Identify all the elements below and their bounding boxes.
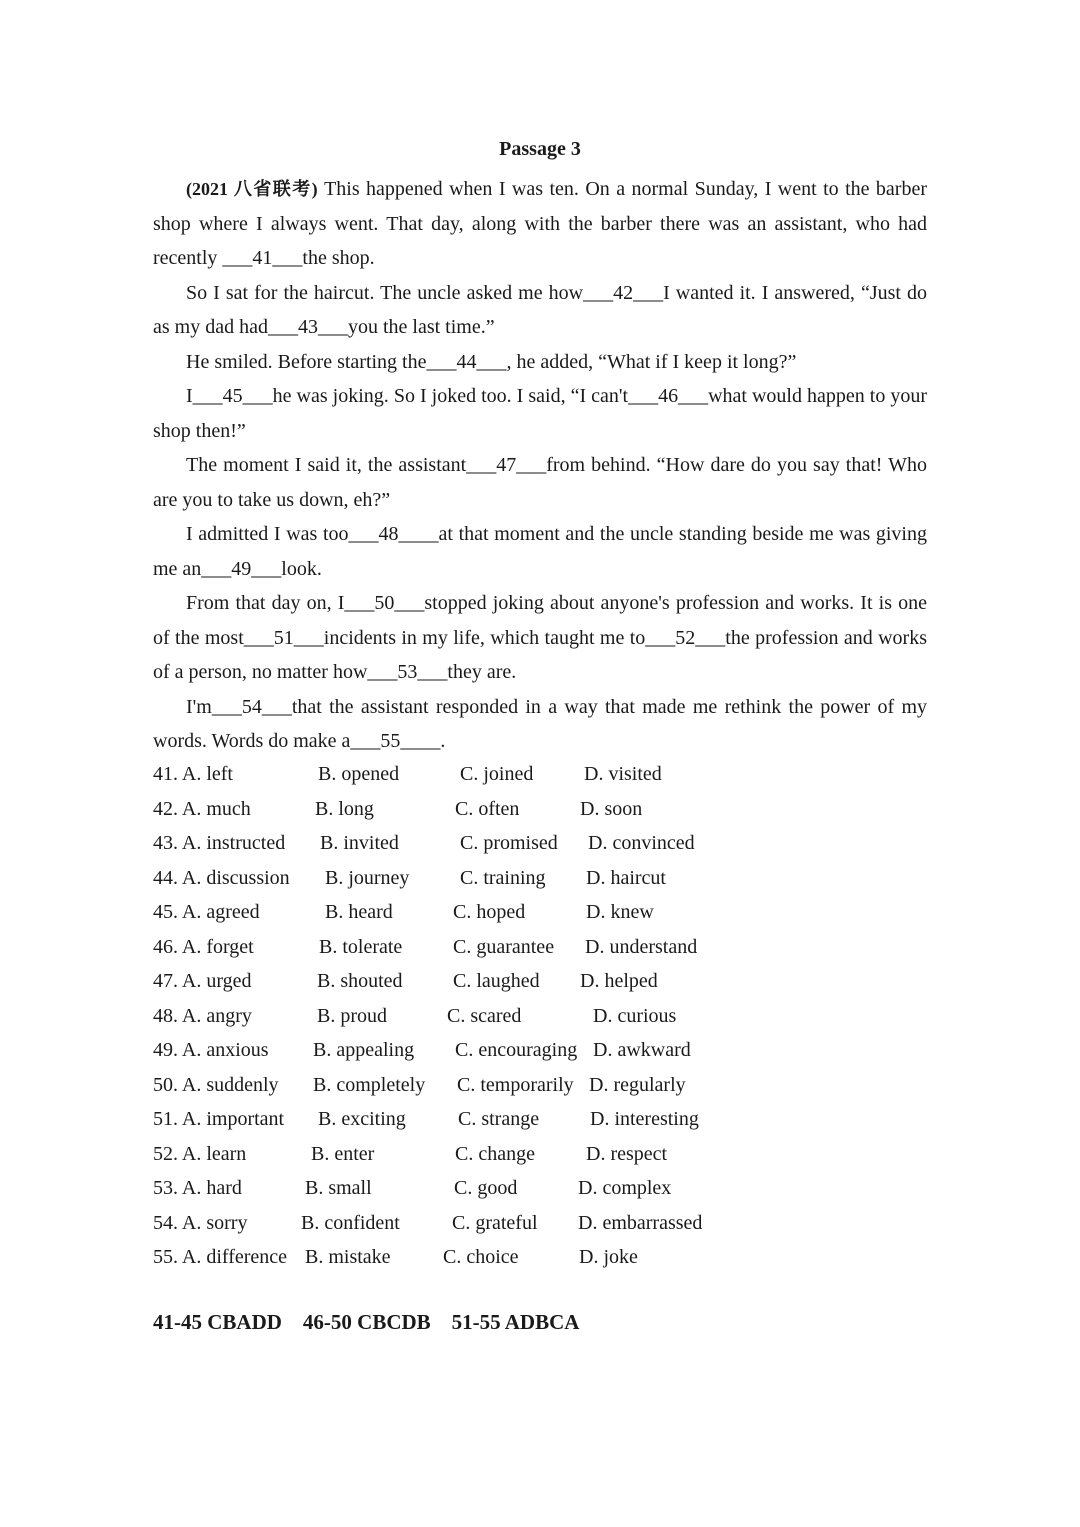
option-b: B. enter [311,1142,375,1165]
option-d: D. convinced [588,832,695,854]
option-d: D. understand [585,935,698,958]
paragraph: I'm___54___that the assistant responded in a way that made me rethink the power of my words. Words do make a___55____. [153,695,927,752]
option-a: 41. A. left [153,763,233,785]
option-row [153,895,927,930]
option-row [153,757,927,792]
option-a: 45. A. agreed [153,901,260,923]
option-c: C. strange [458,1108,540,1130]
option-d: D. curious [593,1004,677,1027]
option-a: 46. A. forget [153,935,254,958]
option-b: B. opened [318,763,400,785]
option-b: B. journey [325,866,410,889]
option-a: 53. A. hard [153,1177,242,1199]
option-row [153,861,927,896]
option-row [153,1137,927,1172]
option-c: C. choice [443,1246,519,1268]
option-row [153,1102,927,1137]
option-row [153,1240,927,1275]
option-a: 50. A. suddenly [153,1073,279,1096]
option-a: 55. A. difference [153,1246,288,1268]
option-c: C. grateful [452,1211,538,1234]
option-b: B. appealing [313,1039,415,1061]
option-b: B. shouted [317,970,403,992]
option-d: D. regularly [589,1073,686,1096]
option-row [153,964,927,999]
passage-body [153,172,927,759]
option-a: 54. A. sorry [153,1211,248,1234]
paragraph: The moment I said it, the assistant___47___from behind. “How dare do you say that! Who are you to take us down, eh?” [153,454,927,511]
option-row [153,1033,927,1068]
option-b: B. exciting [318,1108,406,1130]
option-c: C. scared [447,1004,522,1027]
option-d: D. embarrassed [578,1211,703,1234]
options-list [153,757,927,1275]
option-c: C. hoped [453,901,526,923]
option-d: D. helped [580,970,658,992]
option-b: B. heard [325,901,393,923]
option-c: C. joined [460,763,534,785]
option-b: B. confident [301,1211,400,1234]
option-b: B. completely [313,1073,426,1096]
paragraph: I___45___he was joking. So I joked too. I said, “I can't___46___what would happen to your shop then!” [153,385,927,442]
option-b: B. small [305,1177,372,1199]
option-d: D. soon [580,797,643,820]
option-row [153,792,927,827]
option-row [153,826,927,861]
option-a: 44. A. discussion [153,866,290,889]
option-d: D. interesting [590,1108,699,1130]
passage-title: Passage 3 [499,138,581,160]
option-a: 47. A. urged [153,970,252,992]
option-d: D. respect [586,1142,668,1165]
option-row [153,1171,927,1206]
option-c: C. temporarily [457,1073,574,1096]
option-d: D. knew [586,901,654,923]
paragraph [153,172,927,276]
source-tag: (2021 八省联考) [186,179,318,199]
paragraph: He smiled. Before starting the___44___, he added, “What if I keep it long?” [186,350,797,373]
option-row [153,1206,927,1241]
option-b: B. long [315,797,374,820]
option-c: C. training [460,866,546,889]
paragraph-text: This happened when I was ten. On a normal Sunday, I went to the barber shop where I always went. That day, along with the barber there was an assistant, who had recently ___41___the shop. [153,178,928,269]
option-c: C. often [455,797,520,820]
option-a: 52. A. learn [153,1142,247,1165]
option-d: D. visited [584,763,662,785]
option-d: D. awkward [593,1039,691,1061]
option-b: B. invited [320,832,399,854]
option-b: B. tolerate [319,935,403,958]
option-c: C. change [455,1142,535,1165]
option-c: C. encouraging [455,1039,578,1061]
option-a: 51. A. important [153,1108,285,1130]
option-d: D. haircut [586,866,666,889]
option-row [153,1068,927,1103]
option-b: B. proud [317,1004,387,1027]
option-row [153,999,927,1034]
paragraph: From that day on, I___50___stopped joking about anyone's profession and works. It is one of the most___51___incidents in my life, which taught me to___52___the profession and works of a person, no matter how___53___they are. [153,592,927,683]
paragraph: I admitted I was too___48____at that moment and the uncle standing beside me was giving me an___49___look. [153,523,927,580]
option-a: 42. A. much [153,797,251,820]
option-a: 43. A. instructed [153,832,286,854]
option-d: D. complex [578,1177,672,1199]
option-c: C. laughed [453,970,540,992]
option-a: 49. A. anxious [153,1039,269,1061]
option-c: C. guarantee [453,935,555,958]
paragraph: So I sat for the haircut. The uncle asked me how___42___I wanted it. I answered, “Just do as my dad had___43___you the last time.” [153,281,927,338]
option-b: B. mistake [305,1246,391,1268]
option-c: C. good [454,1177,518,1199]
option-a: 48. A. angry [153,1004,252,1027]
option-c: C. promised [460,832,558,854]
option-d: D. joke [579,1246,638,1268]
option-row [153,930,927,965]
answer-key: 41-45 CBADD 46-50 CBCDB 51-55 ADBCA [153,1310,580,1334]
